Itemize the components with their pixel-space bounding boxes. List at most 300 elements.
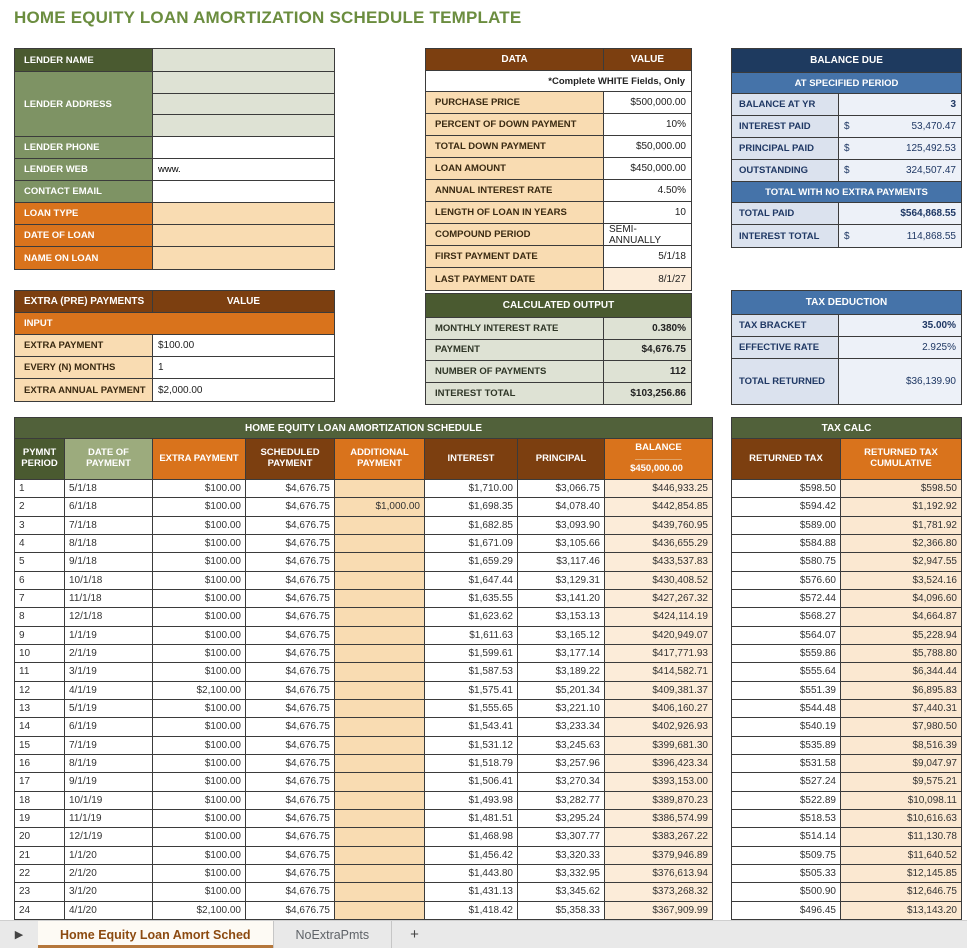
schedule-row-cell[interactable] (335, 572, 425, 589)
total-down-value[interactable]: $50,000.00 (604, 136, 691, 157)
schedule-row-cell[interactable]: $373,268.32 (605, 883, 712, 900)
schedule-row-cell[interactable]: $436,655.29 (605, 535, 712, 552)
tax-calc-row-cell[interactable]: $527.24 (732, 773, 841, 790)
schedule-row-cell[interactable]: $402,926.93 (605, 718, 712, 735)
tax-calc-row-cell[interactable]: $598.50 (841, 480, 961, 497)
schedule-row-cell[interactable]: 4/1/19 (65, 682, 153, 699)
payment-value[interactable]: $4,676.75 (604, 340, 691, 361)
schedule-row-cell[interactable]: $3,320.33 (518, 847, 605, 864)
tax-calc-row-cell[interactable]: $4,096.60 (841, 590, 961, 607)
schedule-row-cell[interactable]: 8 (15, 608, 65, 625)
schedule-row-cell[interactable]: $406,160.27 (605, 700, 712, 717)
schedule-row-cell[interactable]: $4,676.75 (246, 847, 335, 864)
interest-paid-value[interactable]: $ 53,470.47 (839, 116, 961, 137)
tab-noextrapmts[interactable]: NoExtraPmts (273, 921, 393, 948)
tax-calc-row-cell[interactable]: $568.27 (732, 608, 841, 625)
tax-calc-row-cell[interactable]: $6,344.44 (841, 663, 961, 680)
tax-calc-row-cell[interactable]: $9,575.21 (841, 773, 961, 790)
tax-calc-row-cell[interactable]: $564.07 (732, 627, 841, 644)
tax-calc-row-cell[interactable]: $584.88 (732, 535, 841, 552)
schedule-row-cell[interactable]: $4,676.75 (246, 773, 335, 790)
schedule-row-cell[interactable]: $3,129.31 (518, 572, 605, 589)
tax-calc-row-cell[interactable]: $4,664.87 (841, 608, 961, 625)
schedule-row-cell[interactable]: $386,574.99 (605, 810, 712, 827)
schedule-row-cell[interactable]: $414,582.71 (605, 663, 712, 680)
schedule-row-cell[interactable]: 24 (15, 902, 65, 919)
schedule-row-cell[interactable]: $442,854.85 (605, 498, 712, 515)
schedule-row-cell[interactable] (335, 828, 425, 845)
schedule-row-cell[interactable]: $376,613.94 (605, 865, 712, 882)
schedule-row-cell[interactable]: 11 (15, 663, 65, 680)
schedule-row-cell[interactable]: 2/1/19 (65, 645, 153, 662)
schedule-row-cell[interactable]: $4,676.75 (246, 645, 335, 662)
tax-calc-row-cell[interactable]: $5,228.94 (841, 627, 961, 644)
schedule-row-cell[interactable] (335, 847, 425, 864)
first-payment-date-value[interactable]: 5/1/18 (604, 246, 691, 267)
total-returned-value[interactable]: $36,139.90 (839, 359, 961, 404)
schedule-row-cell[interactable]: 6 (15, 572, 65, 589)
schedule-row-cell[interactable]: $100.00 (153, 718, 246, 735)
schedule-row-cell[interactable]: $3,221.10 (518, 700, 605, 717)
name-on-loan-input[interactable] (153, 247, 334, 269)
tax-calc-row-cell[interactable]: $1,192.92 (841, 498, 961, 515)
tax-calc-row-cell[interactable]: $531.58 (732, 755, 841, 772)
schedule-row-cell[interactable]: $1,543.41 (425, 718, 518, 735)
schedule-row-cell[interactable]: $4,676.75 (246, 627, 335, 644)
number-of-payments-value[interactable]: 112 (604, 361, 691, 382)
schedule-row-cell[interactable]: $1,456.42 (425, 847, 518, 864)
tax-calc-row-cell[interactable]: $500.90 (732, 883, 841, 900)
schedule-row-cell[interactable]: $1,698.35 (425, 498, 518, 515)
schedule-row-cell[interactable]: $1,518.79 (425, 755, 518, 772)
schedule-row-cell[interactable]: $100.00 (153, 828, 246, 845)
schedule-row-cell[interactable]: 12/1/19 (65, 828, 153, 845)
schedule-row-cell[interactable]: $3,141.20 (518, 590, 605, 607)
schedule-row-cell[interactable]: $100.00 (153, 737, 246, 754)
schedule-row-cell[interactable]: 5/1/19 (65, 700, 153, 717)
schedule-row-cell[interactable]: $1,647.44 (425, 572, 518, 589)
schedule-row-cell[interactable]: 3 (15, 517, 65, 534)
tab-home-equity-loan-amort-sched[interactable]: Home Equity Loan Amort Sched (38, 921, 273, 948)
schedule-row-cell[interactable]: $100.00 (153, 773, 246, 790)
schedule-row (15, 810, 712, 828)
schedule-row-cell[interactable]: $3,093.90 (518, 517, 605, 534)
schedule-row-cell[interactable]: $439,760.95 (605, 517, 712, 534)
schedule-row-cell[interactable]: $1,431.13 (425, 883, 518, 900)
schedule-row-cell[interactable]: 8/1/18 (65, 535, 153, 552)
contact-email-input[interactable] (153, 181, 334, 202)
schedule-row-cell[interactable]: $1,635.55 (425, 590, 518, 607)
schedule-row-cell[interactable] (335, 737, 425, 754)
schedule-row-cell[interactable] (335, 590, 425, 607)
schedule-row-cell[interactable]: $4,676.75 (246, 718, 335, 735)
interest-total-due-value[interactable]: $ 114,868.55 (839, 225, 961, 247)
schedule-row-cell[interactable]: $1,443.80 (425, 865, 518, 882)
percent-down-value[interactable]: 10% (604, 114, 691, 135)
lender-address-input-1[interactable] (153, 72, 334, 94)
tax-calc-row-cell[interactable]: $7,440.31 (841, 700, 961, 717)
schedule-row-cell[interactable] (335, 792, 425, 809)
schedule-row-cell[interactable]: $100.00 (153, 847, 246, 864)
schedule-row-cell[interactable]: $3,270.34 (518, 773, 605, 790)
schedule-row-cell[interactable]: $379,946.89 (605, 847, 712, 864)
schedule-row-cell[interactable]: $100.00 (153, 608, 246, 625)
loan-years-value[interactable]: 10 (604, 202, 691, 223)
tax-calc-row-cell[interactable]: $518.53 (732, 810, 841, 827)
schedule-row-cell[interactable]: 7 (15, 590, 65, 607)
schedule-row-cell[interactable]: $4,676.75 (246, 553, 335, 570)
schedule-row-cell[interactable]: $3,153.13 (518, 608, 605, 625)
schedule-row-cell[interactable]: $409,381.37 (605, 682, 712, 699)
extra-payment-value[interactable]: $100.00 (153, 335, 334, 356)
schedule-row-cell[interactable]: 6/1/19 (65, 718, 153, 735)
schedule-row-cell[interactable]: $4,676.75 (246, 883, 335, 900)
purchase-price-value[interactable]: $500,000.00 (604, 92, 691, 113)
monthly-rate-value[interactable]: 0.380% (604, 318, 691, 339)
tax-calc-row-cell[interactable]: $544.48 (732, 700, 841, 717)
schedule-row-cell[interactable]: 18 (15, 792, 65, 809)
schedule-row-cell[interactable]: $100.00 (153, 755, 246, 772)
schedule-row-cell[interactable]: $4,676.75 (246, 828, 335, 845)
tax-calc-row-cell[interactable]: $522.89 (732, 792, 841, 809)
schedule-row-cell[interactable]: 8/1/19 (65, 755, 153, 772)
schedule-row-cell[interactable]: 10/1/19 (65, 792, 153, 809)
tax-calc-row-cell[interactable]: $9,047.97 (841, 755, 961, 772)
tax-calc-row-cell[interactable]: $7,980.50 (841, 718, 961, 735)
schedule-row (15, 737, 712, 755)
tax-calc-row-cell[interactable]: $589.00 (732, 517, 841, 534)
every-n-months-value[interactable]: 1 (153, 357, 334, 378)
schedule-row-cell[interactable]: 19 (15, 810, 65, 827)
schedule-row-cell[interactable]: 21 (15, 847, 65, 864)
sheet-nav-arrow-icon[interactable]: ▶ (14, 929, 24, 941)
schedule-row-cell[interactable]: $4,078.40 (518, 498, 605, 515)
loan-type-input[interactable] (153, 203, 334, 224)
col-header-returned-tax-cumulative: RETURNED TAX CUMULATIVE (841, 439, 961, 479)
compound-period-value[interactable]: SEMI-ANNUALLY (604, 224, 691, 245)
tax-calc-row-cell[interactable]: $3,524.16 (841, 572, 961, 589)
schedule-row-cell[interactable]: $100.00 (153, 700, 246, 717)
schedule-row-cell[interactable]: $100.00 (153, 663, 246, 680)
schedule-row-cell[interactable]: $5,358.33 (518, 902, 605, 919)
schedule-row (15, 535, 712, 553)
schedule-row-cell[interactable]: 22 (15, 865, 65, 882)
total-paid-value[interactable]: $564,868.55 (839, 203, 961, 224)
schedule-row-cell[interactable]: $417,771.93 (605, 645, 712, 662)
percent-down-label: PERCENT OF DOWN PAYMENT (426, 114, 604, 135)
schedule-row-cell[interactable]: $1,493.98 (425, 792, 518, 809)
lender-address-input-3[interactable] (153, 115, 334, 136)
schedule-row-cell[interactable]: $3,295.24 (518, 810, 605, 827)
schedule-row-cell[interactable]: $4,676.75 (246, 755, 335, 772)
schedule-row-cell[interactable]: $4,676.75 (246, 498, 335, 515)
tax-calc-row-cell[interactable]: $551.39 (732, 682, 841, 699)
date-of-loan-input[interactable] (153, 225, 334, 246)
tax-calc-row-cell[interactable]: $559.86 (732, 645, 841, 662)
schedule-row-cell[interactable]: $389,870.23 (605, 792, 712, 809)
schedule-row-cell[interactable] (335, 883, 425, 900)
extra-payments-value-header: VALUE (226, 296, 261, 307)
schedule-row-cell[interactable]: $1,599.61 (425, 645, 518, 662)
lender-address-input-2[interactable] (153, 94, 334, 116)
schedule-row-cell[interactable]: 23 (15, 883, 65, 900)
schedule-row-cell[interactable]: 5 (15, 553, 65, 570)
schedule-row-cell[interactable]: $100.00 (153, 572, 246, 589)
tax-calc-row-cell[interactable]: $594.42 (732, 498, 841, 515)
schedule-row-cell[interactable] (335, 645, 425, 662)
schedule-row-cell[interactable]: $4,676.75 (246, 737, 335, 754)
schedule-row-cell[interactable]: $100.00 (153, 792, 246, 809)
schedule-row-cell[interactable]: $4,676.75 (246, 517, 335, 534)
schedule-row-cell[interactable]: 12/1/18 (65, 608, 153, 625)
last-payment-date-label: LAST PAYMENT DATE (426, 268, 604, 290)
tax-calc-row-cell[interactable]: $8,516.39 (841, 737, 961, 754)
schedule-row-cell[interactable]: $393,153.00 (605, 773, 712, 790)
schedule-row-cell[interactable]: $3,066.75 (518, 480, 605, 497)
extra-annual-payment-value[interactable]: $2,000.00 (153, 379, 334, 401)
schedule-row-cell[interactable]: 5/1/18 (65, 480, 153, 497)
calculated-output-table (425, 293, 692, 405)
schedule-row-cell[interactable]: $100.00 (153, 480, 246, 497)
schedule-row-cell[interactable]: 16 (15, 755, 65, 772)
schedule-row-cell[interactable]: 4/1/20 (65, 902, 153, 919)
tax-calc-row-cell[interactable]: $572.44 (732, 590, 841, 607)
schedule-row-cell[interactable] (335, 865, 425, 882)
schedule-row-cell[interactable]: $1,481.51 (425, 810, 518, 827)
annual-rate-value[interactable]: 4.50% (604, 180, 691, 201)
schedule-row-cell[interactable]: $433,537.83 (605, 553, 712, 570)
white-fields-note: *Complete WHITE Fields, Only (426, 71, 691, 92)
schedule-row-cell[interactable]: $430,408.52 (605, 572, 712, 589)
schedule-row-cell[interactable]: 2 (15, 498, 65, 515)
schedule-row-cell[interactable]: $367,909.99 (605, 902, 712, 919)
schedule-row-cell[interactable]: 7/1/18 (65, 517, 153, 534)
lender-web-input[interactable]: www. (153, 159, 334, 180)
tax-calc-row-cell[interactable]: $12,646.75 (841, 883, 961, 900)
schedule-row-cell[interactable]: 1/1/19 (65, 627, 153, 644)
schedule-row-cell[interactable]: 9 (15, 627, 65, 644)
schedule-row-cell[interactable]: 3/1/20 (65, 883, 153, 900)
tax-bracket-value[interactable]: 35.00% (839, 315, 961, 336)
schedule-row-cell[interactable]: $1,587.53 (425, 663, 518, 680)
schedule-row-cell[interactable]: $3,257.96 (518, 755, 605, 772)
schedule-row-cell[interactable]: 11/1/19 (65, 810, 153, 827)
schedule-row-cell[interactable] (335, 663, 425, 680)
tax-calc-row (732, 883, 961, 901)
schedule-row-cell[interactable]: 1 (15, 480, 65, 497)
schedule-row-cell[interactable]: 9/1/18 (65, 553, 153, 570)
schedule-row-cell[interactable]: $1,531.12 (425, 737, 518, 754)
tax-calc-row-cell[interactable]: $12,145.85 (841, 865, 961, 882)
effective-rate-value[interactable]: 2.925% (839, 337, 961, 358)
schedule-row-cell[interactable]: $446,933.25 (605, 480, 712, 497)
schedule-row-cell[interactable]: $4,676.75 (246, 682, 335, 699)
schedule-row-cell[interactable] (335, 608, 425, 625)
total-no-extra-header: TOTAL WITH NO EXTRA PAYMENTS (732, 182, 961, 203)
schedule-row-cell[interactable]: $1,682.85 (425, 517, 518, 534)
schedule-row-cell[interactable] (335, 682, 425, 699)
schedule-row-cell[interactable]: $3,245.63 (518, 737, 605, 754)
schedule-row-cell[interactable]: $3,117.46 (518, 553, 605, 570)
schedule-row (15, 700, 712, 718)
tax-calc-row-cell[interactable]: $6,895.83 (841, 682, 961, 699)
schedule-row-cell[interactable]: 3/1/19 (65, 663, 153, 680)
tax-calc-row-cell[interactable]: $11,130.78 (841, 828, 961, 845)
sheet-tab-bar (0, 920, 967, 948)
schedule-row-cell[interactable]: $4,676.75 (246, 572, 335, 589)
schedule-row-cell[interactable]: 10 (15, 645, 65, 662)
schedule-row-cell[interactable]: $1,555.65 (425, 700, 518, 717)
tax-calc-row (732, 718, 961, 736)
tax-calc-row-cell[interactable]: $535.89 (732, 737, 841, 754)
schedule-row-cell[interactable]: 20 (15, 828, 65, 845)
schedule-row-cell[interactable]: 11/1/18 (65, 590, 153, 607)
schedule-row-cell[interactable] (335, 810, 425, 827)
schedule-row-cell[interactable]: $1,611.63 (425, 627, 518, 644)
schedule-row-cell[interactable]: $1,710.00 (425, 480, 518, 497)
tax-calc-row-cell[interactable]: $598.50 (732, 480, 841, 497)
tax-calc-row-cell[interactable]: $540.19 (732, 718, 841, 735)
schedule-row-cell[interactable]: 15 (15, 737, 65, 754)
schedule-row-cell[interactable] (335, 773, 425, 790)
outstanding-value[interactable]: $ 324,507.47 (839, 160, 961, 181)
tax-calc-row-cell[interactable]: $580.75 (732, 553, 841, 570)
schedule-row-cell[interactable] (335, 718, 425, 735)
tax-calc-row-cell[interactable]: $576.60 (732, 572, 841, 589)
schedule-row-cell[interactable]: $1,623.62 (425, 608, 518, 625)
schedule-row-cell[interactable]: $3,189.22 (518, 663, 605, 680)
schedule-row-cell[interactable]: $1,575.41 (425, 682, 518, 699)
tax-calc-row-cell[interactable]: $509.75 (732, 847, 841, 864)
schedule-row-cell[interactable]: $100.00 (153, 810, 246, 827)
schedule-row-cell[interactable]: $4,676.75 (246, 535, 335, 552)
tax-calc-row (732, 480, 961, 498)
schedule-row-cell[interactable]: $3,332.95 (518, 865, 605, 882)
schedule-row-cell[interactable] (335, 517, 425, 534)
schedule-row-cell[interactable] (335, 553, 425, 570)
schedule-row-cell[interactable]: $427,267.32 (605, 590, 712, 607)
tax-calc-rows (732, 480, 961, 919)
schedule-row-cell[interactable]: $100.00 (153, 553, 246, 570)
schedule-row-cell[interactable]: 12 (15, 682, 65, 699)
schedule-row-cell[interactable]: $100.00 (153, 517, 246, 534)
schedule-row-cell[interactable] (335, 627, 425, 644)
schedule-row-cell[interactable]: $100.00 (153, 498, 246, 515)
schedule-row-cell[interactable] (335, 535, 425, 552)
tax-calc-row-cell[interactable]: $11,640.52 (841, 847, 961, 864)
schedule-row-cell[interactable]: $1,671.09 (425, 535, 518, 552)
schedule-row-cell[interactable] (335, 700, 425, 717)
schedule-row-cell[interactable]: 6/1/18 (65, 498, 153, 515)
schedule-row-cell[interactable]: $1,659.29 (425, 553, 518, 570)
schedule-row-cell[interactable]: $4,676.75 (246, 792, 335, 809)
schedule-row-cell[interactable]: $1,506.41 (425, 773, 518, 790)
schedule-row-cell[interactable]: $2,100.00 (153, 682, 246, 699)
last-payment-date-value[interactable]: 8/1/27 (604, 268, 691, 290)
schedule-row-cell[interactable]: $4,676.75 (246, 608, 335, 625)
schedule-row-cell[interactable]: 2/1/20 (65, 865, 153, 882)
schedule-row-cell[interactable]: $3,105.66 (518, 535, 605, 552)
schedule-row-cell[interactable] (335, 480, 425, 497)
schedule-row-cell[interactable]: 9/1/19 (65, 773, 153, 790)
schedule-row-cell[interactable]: $5,201.34 (518, 682, 605, 699)
tax-calc-row-cell[interactable]: $5,788.80 (841, 645, 961, 662)
interest-total-value[interactable]: $103,256.86 (604, 383, 691, 405)
schedule-row-cell[interactable]: $3,345.62 (518, 883, 605, 900)
tax-calc-row-cell[interactable]: $1,781.92 (841, 517, 961, 534)
loan-amount-value[interactable]: $450,000.00 (604, 158, 691, 179)
principal-paid-value[interactable]: $ 125,492.53 (839, 138, 961, 159)
schedule-row-cell[interactable]: $1,000.00 (335, 498, 425, 515)
schedule-row-cell[interactable]: $1,468.98 (425, 828, 518, 845)
schedule-row-cell[interactable]: $4,676.75 (246, 590, 335, 607)
lender-web-label: LENDER WEB (15, 159, 153, 180)
schedule-row-cell[interactable] (335, 902, 425, 919)
schedule-row-cell[interactable]: $100.00 (153, 627, 246, 644)
schedule-row-cell[interactable]: $4,676.75 (246, 663, 335, 680)
schedule-row-cell[interactable]: 4 (15, 535, 65, 552)
tax-calc-row-cell[interactable]: $555.64 (732, 663, 841, 680)
tax-calc-row-cell[interactable]: $10,098.11 (841, 792, 961, 809)
tax-calc-row-cell[interactable]: $514.14 (732, 828, 841, 845)
schedule-row-cell[interactable]: $396,423.34 (605, 755, 712, 772)
col-header-scheduled-payment: SCHEDULED PAYMENT (246, 439, 335, 479)
balance-at-yr-value[interactable]: 3 (839, 94, 961, 115)
schedule-row-cell[interactable]: 14 (15, 718, 65, 735)
schedule-row-cell[interactable] (335, 755, 425, 772)
schedule-row-cell[interactable]: $100.00 (153, 883, 246, 900)
tax-calc-row-cell[interactable]: $2,947.55 (841, 553, 961, 570)
schedule-row-cell[interactable]: $100.00 (153, 645, 246, 662)
schedule-row-cell[interactable]: $420,949.07 (605, 627, 712, 644)
schedule-row-cell[interactable]: $383,267.22 (605, 828, 712, 845)
schedule-row-cell[interactable]: $4,676.75 (246, 902, 335, 919)
schedule-row-cell[interactable]: 17 (15, 773, 65, 790)
tax-calc-row-cell[interactable]: $10,616.63 (841, 810, 961, 827)
schedule-row-cell[interactable]: $100.00 (153, 590, 246, 607)
tax-calc-row-cell[interactable]: $2,366.80 (841, 535, 961, 552)
schedule-row-cell[interactable]: 1/1/20 (65, 847, 153, 864)
schedule-row-cell[interactable]: $424,114.19 (605, 608, 712, 625)
schedule-row-cell[interactable]: $3,307.77 (518, 828, 605, 845)
contact-email-label: CONTACT EMAIL (15, 181, 153, 202)
schedule-row-cell[interactable]: 13 (15, 700, 65, 717)
schedule-row-cell[interactable]: $100.00 (153, 535, 246, 552)
tax-calc-row-cell[interactable]: $13,143.20 (841, 902, 961, 919)
schedule-row-cell[interactable]: $3,282.77 (518, 792, 605, 809)
schedule-row-cell[interactable]: $4,676.75 (246, 480, 335, 497)
lender-name-input[interactable] (153, 49, 334, 71)
tax-calc-row-cell[interactable]: $496.45 (732, 902, 841, 919)
schedule-row-cell[interactable]: $100.00 (153, 865, 246, 882)
schedule-row-cell[interactable]: 10/1/18 (65, 572, 153, 589)
schedule-row-cell[interactable]: $1,418.42 (425, 902, 518, 919)
lender-phone-label: LENDER PHONE (15, 137, 153, 158)
schedule-row-cell[interactable]: $4,676.75 (246, 865, 335, 882)
schedule-row-cell[interactable]: $399,681.30 (605, 737, 712, 754)
tax-calc-row-cell[interactable]: $505.33 (732, 865, 841, 882)
lender-phone-input[interactable] (153, 137, 334, 158)
tax-calc-row (732, 828, 961, 846)
schedule-row-cell[interactable]: $3,233.34 (518, 718, 605, 735)
schedule-row-cell[interactable]: $4,676.75 (246, 810, 335, 827)
schedule-row-cell[interactable]: $3,177.14 (518, 645, 605, 662)
schedule-row-cell[interactable]: $3,165.12 (518, 627, 605, 644)
schedule-row-cell[interactable]: $4,676.75 (246, 700, 335, 717)
schedule-row-cell[interactable]: $2,100.00 (153, 902, 246, 919)
schedule-row-cell[interactable]: 7/1/19 (65, 737, 153, 754)
add-sheet-icon[interactable]: + (410, 926, 419, 943)
